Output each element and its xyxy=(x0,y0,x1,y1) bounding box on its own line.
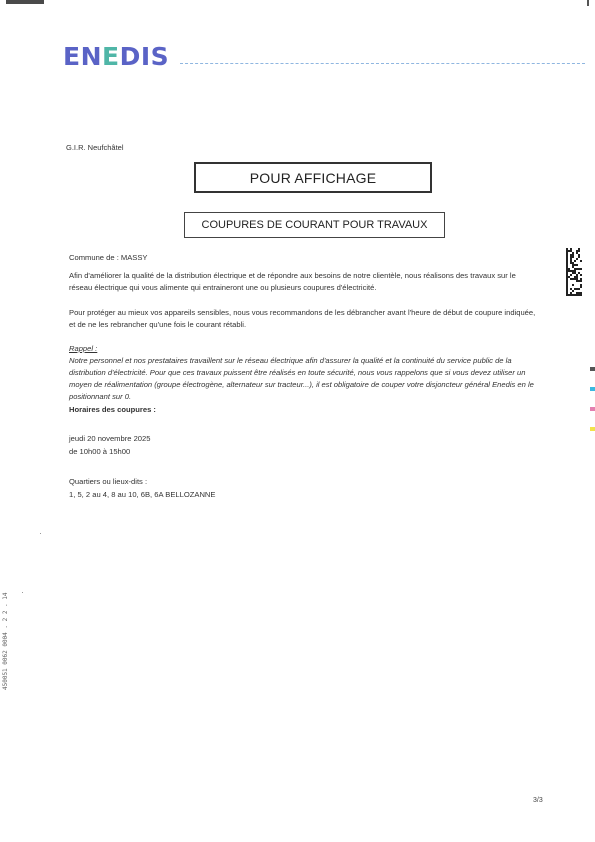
datamatrix-cell xyxy=(566,252,568,254)
datamatrix-cell xyxy=(566,264,568,266)
datamatrix-cell xyxy=(578,288,580,290)
datamatrix-cell xyxy=(574,278,576,280)
horaires-time: de 10h00 à 15h00 xyxy=(69,447,131,456)
logo-letter: S xyxy=(150,42,170,71)
datamatrix-cell xyxy=(572,264,574,266)
datamatrix-cell xyxy=(574,276,576,278)
scan-edge-mark xyxy=(6,0,44,4)
side-barcode-text: 450051 0062 0004 . 2 2 . 14 xyxy=(2,592,9,690)
datamatrix-cell xyxy=(566,284,568,286)
datamatrix-cell xyxy=(572,254,574,256)
datamatrix-cell xyxy=(566,294,568,296)
datamatrix-cell xyxy=(566,262,568,264)
datamatrix-cell xyxy=(572,256,574,258)
datamatrix-cell xyxy=(574,260,576,262)
datamatrix-cell xyxy=(570,256,572,258)
datamatrix-cell xyxy=(570,278,572,280)
logo-letter: N xyxy=(80,42,103,71)
datamatrix-cell xyxy=(578,250,580,252)
datamatrix-cell xyxy=(570,262,572,264)
datamatrix-cell xyxy=(566,276,568,278)
datamatrix-cell xyxy=(572,290,574,292)
datamatrix-cell xyxy=(580,284,582,286)
datamatrix-cell xyxy=(576,252,578,254)
datamatrix-cell xyxy=(578,254,580,256)
logo-letter: D xyxy=(119,42,141,71)
datamatrix-cell xyxy=(574,272,576,274)
registration-mark-cyan xyxy=(590,387,595,391)
datamatrix-cell xyxy=(566,258,568,260)
rappel-text: Notre personnel et nos prestataires travaillent sur le réseau électrique afin d'assurer la qualité et la continuité du service public de la distribution d'électricité. Pour que ces travaux puissent être réalisés en toute sécurité, nous vous rappelons que si vous devez utiliser un moyen de réalimentation (groupe électrogène, alternateur sur tracteur...), il est obligatoire de couper votre disjoncteur général Enedis en le positionnant sur 0. xyxy=(69,356,534,401)
datamatrix-cell xyxy=(570,288,572,290)
datamatrix-cell xyxy=(566,256,568,258)
datamatrix-cell xyxy=(576,274,578,276)
commune-line: Commune de : MASSY xyxy=(69,253,148,262)
datamatrix-cell xyxy=(574,288,576,290)
datamatrix-cell xyxy=(570,260,572,262)
scan-speck xyxy=(22,592,23,593)
datamatrix-cell xyxy=(572,272,574,274)
datamatrix-cell xyxy=(566,270,568,272)
rappel-block xyxy=(69,343,541,403)
datamatrix-cell xyxy=(576,294,578,296)
quartiers-heading: Quartiers ou lieux-dits : xyxy=(69,477,148,486)
logo-letter: E xyxy=(63,42,81,71)
datamatrix-cell xyxy=(566,280,568,282)
datamatrix-cell xyxy=(566,286,568,288)
datamatrix-cell xyxy=(578,280,580,282)
datamatrix-cell xyxy=(566,266,568,268)
datamatrix-cell xyxy=(570,248,572,250)
datamatrix-cell xyxy=(572,252,574,254)
datamatrix-cell xyxy=(570,292,572,294)
datamatrix-cell xyxy=(566,292,568,294)
datamatrix-cell xyxy=(576,258,578,260)
datamatrix-cell xyxy=(580,292,582,294)
datamatrix-cell xyxy=(572,266,574,268)
datamatrix-cell xyxy=(566,254,568,256)
page-number: 3/3 xyxy=(533,797,543,804)
datamatrix-cell xyxy=(566,288,568,290)
datamatrix-cell xyxy=(576,276,578,278)
datamatrix-cell xyxy=(574,294,576,296)
datamatrix-cell xyxy=(566,268,568,270)
datamatrix-cell xyxy=(580,260,582,262)
subtitle-text: COUPURES DE COURANT POUR TRAVAUX xyxy=(201,219,428,231)
datamatrix-cell xyxy=(580,268,582,270)
datamatrix-cell xyxy=(570,270,572,272)
datamatrix-cell xyxy=(566,282,568,284)
logo-letter: I xyxy=(140,42,151,71)
registration-mark-magenta xyxy=(590,407,595,411)
datamatrix-cell xyxy=(576,268,578,270)
datamatrix-cell xyxy=(572,278,574,280)
datamatrix-cell xyxy=(568,270,570,272)
datamatrix-cell xyxy=(578,256,580,258)
datamatrix-cell xyxy=(576,250,578,252)
scan-speck xyxy=(40,533,41,534)
registration-mark-black xyxy=(590,367,595,371)
datamatrix-cell xyxy=(570,250,572,252)
rappel-label: Rappel : xyxy=(69,344,98,353)
datamatrix-cell xyxy=(574,270,576,272)
datamatrix-cell xyxy=(568,276,570,278)
datamatrix-cell xyxy=(566,290,568,292)
datamatrix-cell xyxy=(568,294,570,296)
datamatrix-cell xyxy=(566,248,568,250)
datamatrix-cell xyxy=(566,260,568,262)
enedis-logo xyxy=(63,42,169,71)
datamatrix-cell xyxy=(566,250,568,252)
datamatrix-cell xyxy=(570,254,572,256)
datamatrix-cell xyxy=(570,294,572,296)
datamatrix-cell xyxy=(572,262,574,264)
datamatrix-cell xyxy=(580,280,582,282)
datamatrix-cell xyxy=(576,280,578,282)
registration-mark-yellow xyxy=(590,427,595,431)
subtitle-box xyxy=(184,212,445,238)
title-text: POUR AFFICHAGE xyxy=(249,169,377,186)
datamatrix-cell xyxy=(566,274,568,276)
datamatrix-cell xyxy=(574,268,576,270)
sender-name: G.I.R. Neufchâtel xyxy=(66,143,124,152)
title-box xyxy=(194,162,432,193)
datamatrix-cell xyxy=(576,288,578,290)
datamatrix-cell xyxy=(580,294,582,296)
datamatrix-cell xyxy=(570,274,572,276)
datamatrix-code xyxy=(566,248,582,296)
paragraph-intro: Afin d'améliorer la qualité de la distribution électrique et de répondre aux besoins de notre clientèle, nous réalisons des travaux sur le réseau électrique qui vous alimente qui entraineront une ou plusieurs coupures d'électricité. xyxy=(69,271,516,292)
datamatrix-cell xyxy=(566,272,568,274)
datamatrix-cell xyxy=(576,264,578,266)
datamatrix-cell xyxy=(578,294,580,296)
datamatrix-cell xyxy=(568,268,570,270)
header-divider xyxy=(180,63,585,64)
datamatrix-cell xyxy=(572,284,574,286)
datamatrix-cell xyxy=(566,278,568,280)
datamatrix-cell xyxy=(570,258,572,260)
paragraph-protection: Pour protéger au mieux vos appareils sensibles, nous vous recommandons de les débrancher avant l'heure de début de coupure indiquée, et de ne les rebrancher qu'une fois le courant rétabli. xyxy=(69,308,536,329)
scan-edge-mark-right xyxy=(587,0,589,6)
logo-letter: E xyxy=(102,42,120,71)
datamatrix-cell xyxy=(578,248,580,250)
datamatrix-cell xyxy=(580,278,582,280)
datamatrix-cell xyxy=(576,278,578,280)
datamatrix-cell xyxy=(578,292,580,294)
quartiers-value: 1, 5, 2 au 4, 8 au 10, 6B, 6A BELLOZANNE xyxy=(69,490,216,499)
datamatrix-cell xyxy=(578,268,580,270)
logo-text xyxy=(63,42,169,71)
datamatrix-cell xyxy=(580,286,582,288)
datamatrix-cell xyxy=(576,292,578,294)
datamatrix-cell xyxy=(578,272,580,274)
datamatrix-cell xyxy=(568,250,570,252)
horaires-date: jeudi 20 novembre 2025 xyxy=(69,434,151,443)
horaires-heading: Horaires des coupures : xyxy=(69,405,156,414)
datamatrix-cell xyxy=(574,264,576,266)
datamatrix-cell xyxy=(572,270,574,272)
datamatrix-cell xyxy=(580,274,582,276)
datamatrix-cell xyxy=(572,294,574,296)
